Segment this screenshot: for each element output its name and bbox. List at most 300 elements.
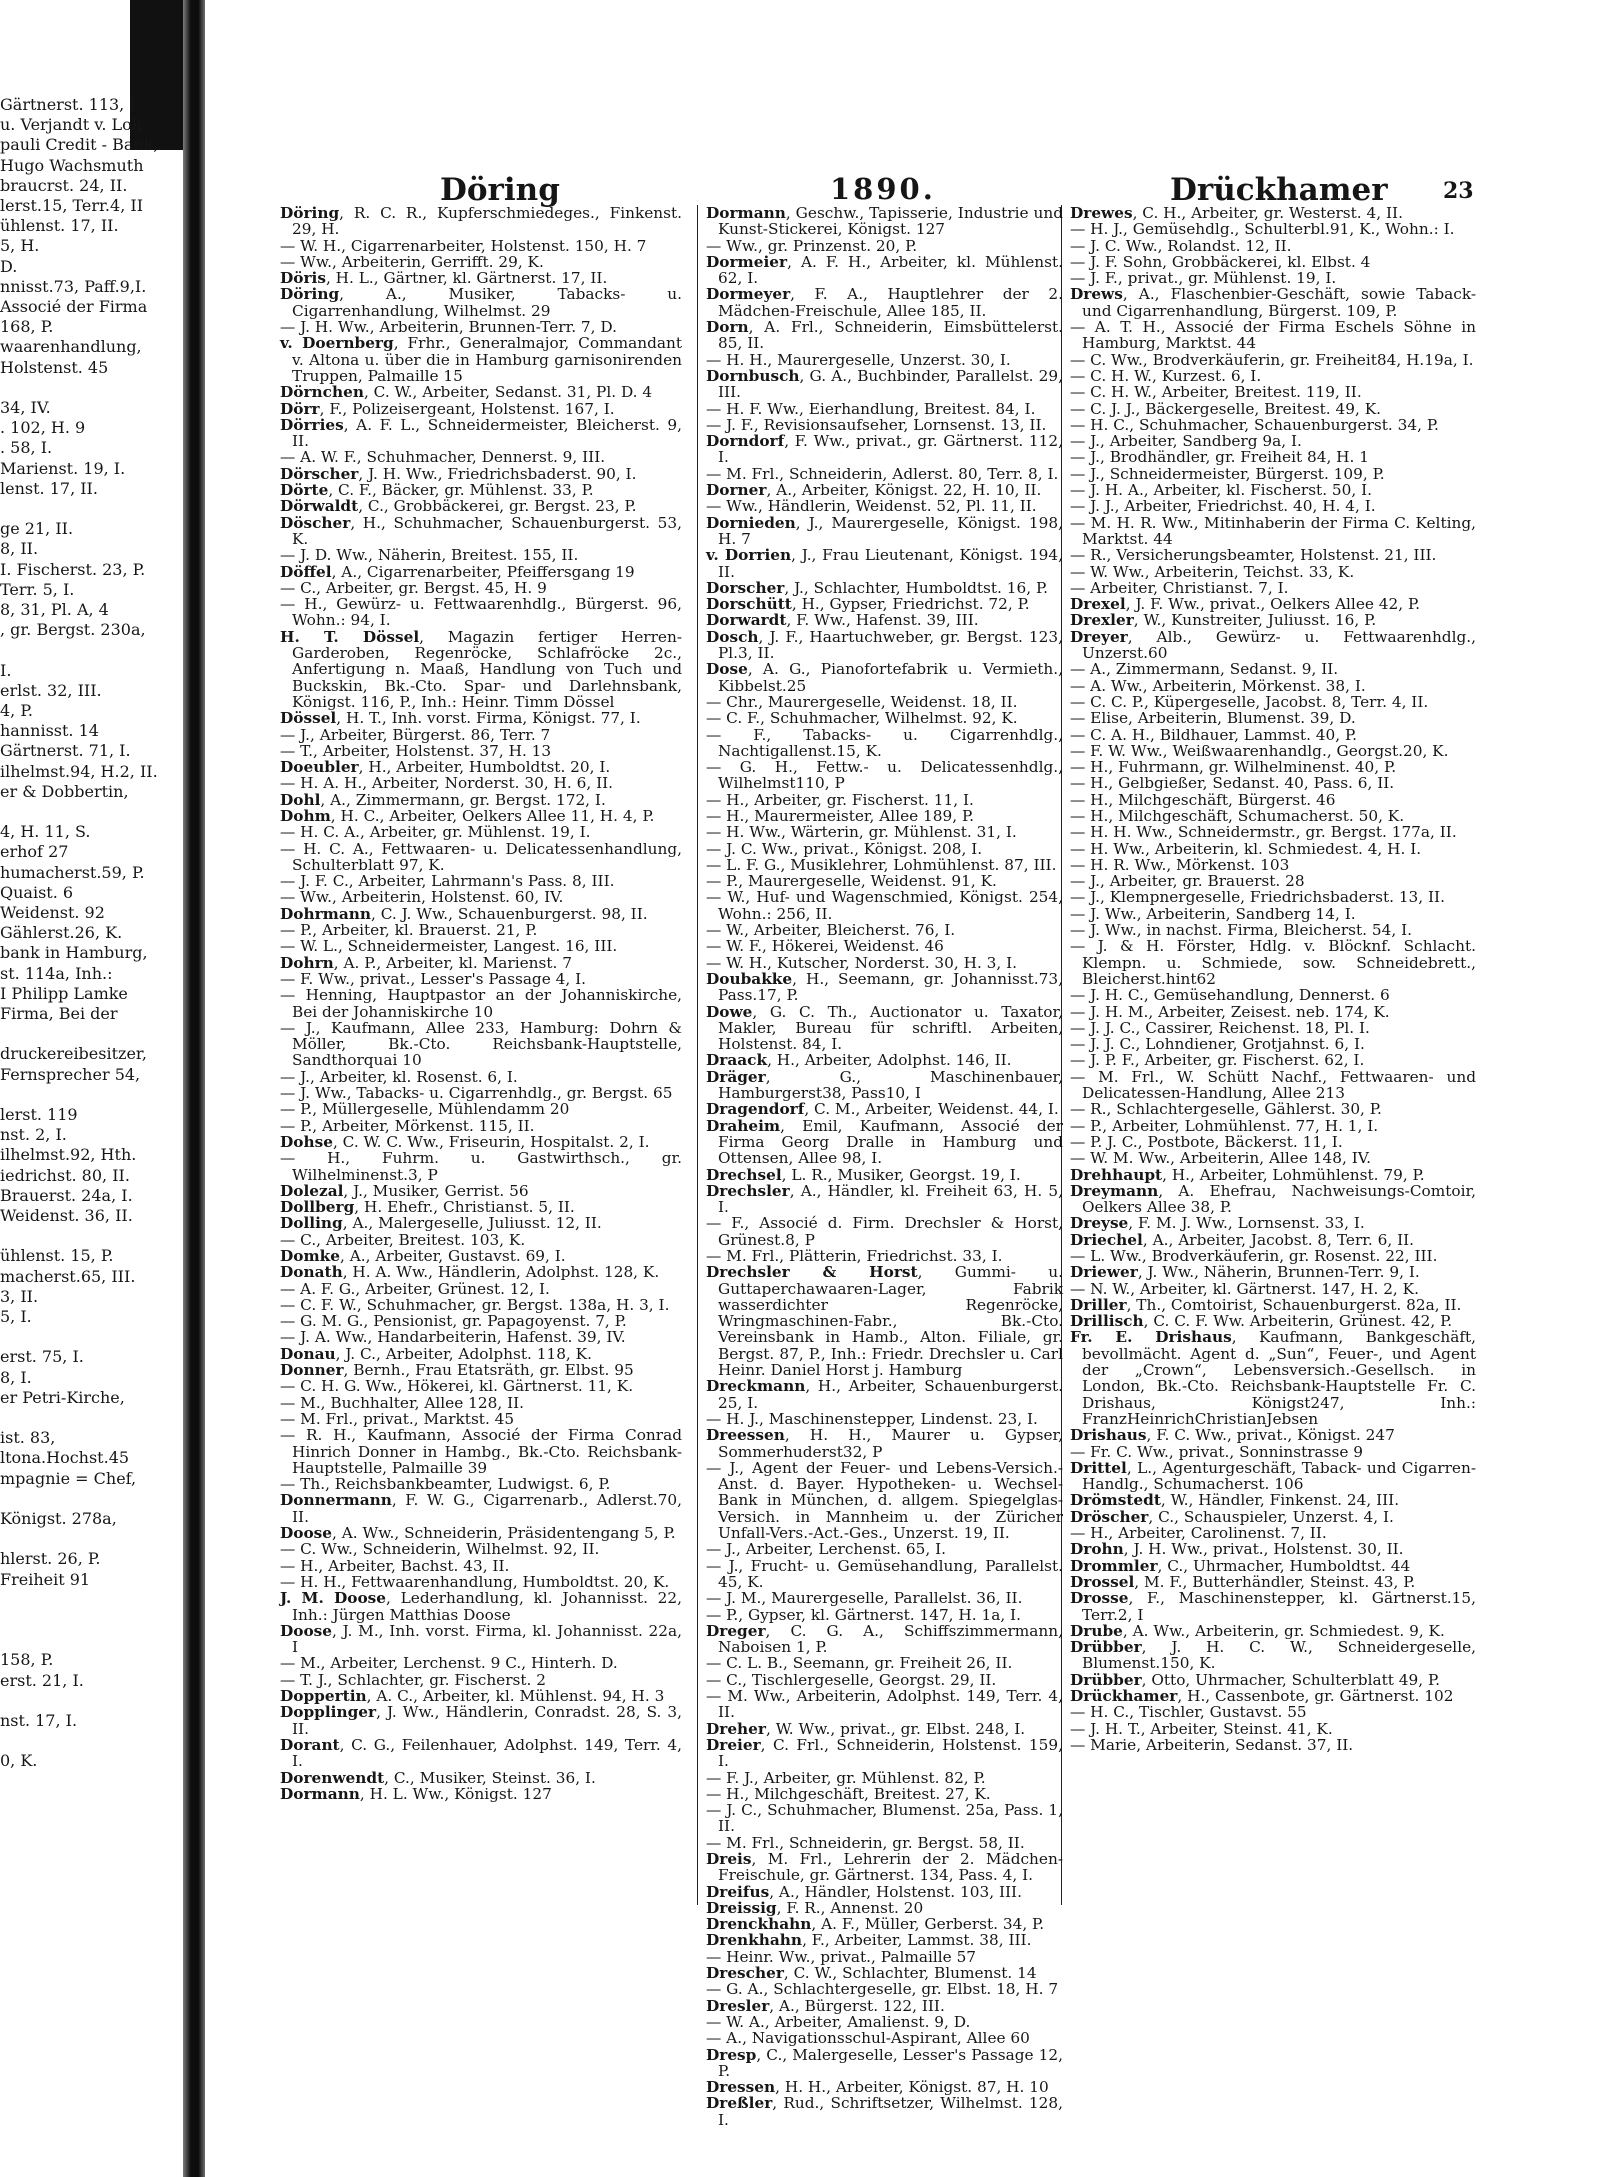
- directory-column-3: [1070, 205, 1476, 1753]
- directory-entry: Drenkhahn, F., Arbeiter, Lammst. 38, III.: [706, 1931, 1032, 1950]
- directory-entry: — H., Fuhrmann, gr. Wilhelminenst. 40, P.: [1070, 758, 1397, 777]
- directory-entry: — F. Ww., privat., Lesser's Passage 4, I.: [280, 969, 587, 988]
- directory-entry: — J. Ww., in nachst. Firma, Bleicherst. 54, I.: [1070, 921, 1412, 940]
- directory-entry: Dormann, Geschw., Tapisserie, Industrie und Kunst-Stickerei, Königst. 127: [706, 204, 1063, 239]
- directory-entry: — W. H., Kutscher, Norderst. 30, H. 3, I.: [706, 953, 1018, 972]
- directory-entry: Dormann, H. L. Ww., Königst. 127: [280, 1784, 552, 1803]
- previous-page-line: iedrichst. 80, II.: [0, 1165, 130, 1185]
- directory-entry: — H. J., Gemüsehdlg., Schulterbl.91, K., Wohn.: I.: [1070, 220, 1455, 239]
- previous-page-line: I.: [0, 660, 12, 680]
- directory-entry: — H. H., Maurergeselle, Unzerst. 30, I.: [706, 350, 1011, 369]
- previous-page-line: Freiheit 91: [0, 1569, 91, 1589]
- previous-page-line: Associé der Firma: [0, 297, 148, 316]
- directory-entry: Dorschütt, H., Gypser, Friedrichst. 72, P.: [706, 595, 1030, 614]
- previous-page-line: Weidenst. 36, II.: [0, 1206, 133, 1225]
- directory-entry: — C. A. H., Bildhauer, Lammst. 40, P.: [1070, 725, 1358, 744]
- directory-entry: Dreier, C. Frl., Schneiderin, Holstenst. 159, I.: [706, 1735, 1063, 1771]
- directory-entry: — W. M. Ww., Arbeiterin, Allee 148, IV.: [1070, 1149, 1371, 1168]
- directory-entry: — J., Schneidermeister, Bürgerst. 109, P.: [1070, 464, 1385, 483]
- directory-entry: Dohm, H. C., Arbeiter, Oelkers Allee 11, H. 4, P.: [280, 806, 655, 825]
- directory-entry: — P., Müllergeselle, Mühlendamm 20: [280, 1100, 570, 1119]
- directory-entry: — A. Ww., Arbeiterin, Mörkenst. 38, I.: [1070, 676, 1366, 695]
- directory-entry: Drexler, W., Kunstreiter, Juliusst. 16, P.: [1070, 611, 1377, 630]
- previous-page-line: 8, I.: [0, 1367, 32, 1387]
- directory-entry: — H., Fuhrm. u. Gastwirthsch., gr. Wilhelminenst.3, P: [280, 1149, 682, 1184]
- directory-entry: — J. J. C., Lohndiener, Grotjahnst. 6, I.: [1070, 1035, 1365, 1054]
- directory-entry: — C. H. G. Ww., Hökerei, kl. Gärtnerst. 11, K.: [280, 1377, 634, 1396]
- previous-page-line: Terr. 5, I.: [0, 579, 75, 599]
- directory-entry: — J. Ww., Arbeiterin, Sandberg 14, I.: [1070, 904, 1356, 923]
- directory-entry: — J., Agent der Feuer- und Lebens-Versich.-Anst. d. Bayer. Hypotheken- u. Wechsel-Bank in München, d. allgem. Spiegelglas-Versich. in Mannheim u. der Züricher Unfall-Vers.-Act.-Ges., Unzerst. 19, II.: [706, 1458, 1063, 1543]
- directory-entry: Drübber, Otto, Uhrmacher, Schulterblatt 49, P.: [1070, 1670, 1441, 1689]
- directory-entry: Dräger, G., Maschinenbauer, Hamburgerst38, Pass10, I: [706, 1067, 1063, 1103]
- previous-page-line: 5, I.: [0, 1307, 32, 1326]
- directory-entry: — J., Arbeiter, Lerchenst. 65, I.: [706, 1540, 947, 1559]
- directory-entry: — C. H. W., Kurzest. 6, I.: [1070, 366, 1262, 385]
- previous-page-line: I Philipp Lamke: [0, 983, 128, 1003]
- directory-entry: Dössel, H. T., Inh. vorst. Firma, Königst. 77, I.: [280, 709, 641, 728]
- directory-entry: — H. C. A., Fettwaaren- u. Delicatessenhandlung, Schulterblatt 97, K.: [280, 839, 682, 874]
- directory-entry: Döscher, H., Schuhmacher, Schauenburgerst. 53, K.: [280, 513, 682, 548]
- previous-page-line: erhof 27: [0, 842, 69, 862]
- directory-entry: — H. C., Schuhmacher, Schauenburgerst. 34, P.: [1070, 415, 1439, 434]
- directory-entry: — J. C. Ww., Rolandst. 12, II.: [1070, 236, 1292, 255]
- directory-entry: — J., Klempnergeselle, Friedrichsbaderst. 13, II.: [1070, 888, 1445, 907]
- directory-entry: Drishaus, F. C. Ww., privat., Königst. 247: [1070, 1426, 1395, 1445]
- previous-page-line: er Petri-Kirche,: [0, 1387, 125, 1407]
- previous-page-line: 0, K.: [0, 1751, 38, 1771]
- directory-entry: — R., Schlachtergeselle, Gählerst. 30, P.: [1070, 1100, 1382, 1119]
- directory-entry: — C., Arbeiter, gr. Bergst. 45, H. 9: [280, 578, 547, 597]
- directory-entry: — H. Ww., Arbeiterin, kl. Schmiedest. 4, H. I.: [1070, 839, 1422, 858]
- directory-entry: Doppertin, A. C., Arbeiter, kl. Mühlenst. 94, H. 3: [280, 1687, 665, 1706]
- directory-entry: — J., Arbeiter, Bürgerst. 86, Terr. 7: [280, 725, 551, 744]
- directory-entry: Dreßler, Rud., Schriftsetzer, Wilhelmst. 128, I.: [706, 2094, 1063, 2129]
- previous-page-line: 168, P.: [0, 317, 54, 337]
- previous-page-line: erst. 75, I.: [0, 1347, 84, 1367]
- directory-entry: Drillisch, C. C. F. Ww. Arbeiterin, Grünest. 42, P.: [1070, 1312, 1453, 1331]
- directory-entry: — J. C., Schuhmacher, Blumenst. 25a, Pass. 1, II.: [706, 1801, 1063, 1836]
- directory-entry: Dornieden, J., Maurergeselle, Königst. 198, H. 7: [706, 513, 1063, 548]
- previous-page-line: ge 21, II.: [0, 519, 74, 539]
- directory-entry: v. Dorrien, J., Frau Lieutenant, Königst. 194, II.: [706, 546, 1063, 581]
- directory-entry: — C. J. J., Bäckergeselle, Breitest. 49, K.: [1070, 399, 1382, 418]
- directory-entry: — C. H. W., Arbeiter, Breitest. 119, II.: [1070, 383, 1362, 402]
- directory-entry: — M. Frl., Plätterin, Friedrichst. 33, I.: [706, 1247, 1003, 1265]
- directory-entry: — Ww., Arbeiterin, Gerrifft. 29, K.: [280, 252, 544, 271]
- directory-entry: — J. H. T., Arbeiter, Steinst. 41, K.: [1070, 1719, 1333, 1738]
- previous-page-line: u. Verjandt v. Loh-: [0, 115, 148, 135]
- previous-page-line: Quaist. 6: [0, 882, 74, 902]
- directory-entry: Dorwardt, F. Ww., Hafenst. 39, III.: [706, 611, 979, 630]
- directory-entry: — J. A. Ww., Handarbeiterin, Hafenst. 39, IV.: [280, 1328, 626, 1347]
- directory-entry: Dreher, W. Ww., privat., gr. Elbst. 248, I.: [706, 1719, 1026, 1738]
- directory-entry: — F. J., Arbeiter, gr. Mühlenst. 82, P.: [706, 1768, 986, 1787]
- previous-page-line: nst. 2, I.: [0, 1125, 67, 1145]
- directory-entry: Dohse, C. W. C. Ww., Friseurin, Hospitalst. 2, I.: [280, 1132, 650, 1151]
- directory-entry: Dreifus, A., Händler, Holstenst. 103, III.: [706, 1882, 1022, 1901]
- directory-entry: — F. W. Ww., Weißwaarenhandlg., Georgst.20, K.: [1070, 741, 1449, 760]
- previous-page-line: Firma, Bei der: [0, 1004, 118, 1023]
- directory-entry: Doose, J. M., Inh. vorst. Firma, kl. Johannisst. 22a, I: [280, 1621, 682, 1657]
- directory-entry: Drenckhahn, A. F., Müller, Gerberst. 34, P.: [706, 1915, 1045, 1934]
- directory-entry: Doubakke, H., Seemann, gr. Johannisst.73, Pass.17, P.: [706, 969, 1063, 1005]
- directory-entry: — J. H. A., Arbeiter, kl. Fischerst. 50, I.: [1070, 481, 1373, 500]
- previous-page-line: ilhelmst.94, H.2, II.: [0, 761, 158, 781]
- directory-entry: — A. W. F., Schuhmacher, Dennerst. 9, III.: [280, 448, 606, 467]
- directory-entry: — H., Maurermeister, Allee 189, P.: [706, 806, 975, 825]
- directory-entry: — H. R. Ww., Mörkenst. 103: [1070, 855, 1290, 874]
- directory-entry: — J. F., Revisionsaufseher, Lornsenst. 13, II.: [706, 415, 1047, 434]
- directory-entry: Draack, H., Arbeiter, Adolphst. 146, II.: [706, 1051, 1012, 1070]
- directory-entry: H. T. Dössel, Magazin fertiger Herren-Garderoben, Regenröcke, Schlafröcke 2c., Anfertigung n. Maaß, Handlung von Tuch und Buckskin, Bk.-Cto. Spar- und Darlehnsbank, Königst. 116, P., Inh.: Heinr. Timm Dössel: [280, 627, 682, 711]
- previous-page-line: ltona.Hochst.45: [0, 1448, 130, 1468]
- directory-entry: — P., Arbeiter, kl. Brauerst. 21, P.: [280, 921, 538, 940]
- directory-entry: Döring, R. C. R., Kupferschmiedeges., Finkenst. 29, H.: [280, 204, 682, 239]
- directory-entry: — G. A., Schlachtergeselle, gr. Elbst. 18, H. 7: [706, 1980, 1059, 1999]
- previous-page-line: nst. 17, I.: [0, 1711, 78, 1730]
- directory-entry: — J. C. Ww., privat., Königst. 208, I.: [706, 839, 983, 858]
- directory-entry: — G. M. G., Pensionist, gr. Papagoyenst. 7, P.: [280, 1312, 627, 1331]
- directory-entry: — H. H., Fettwaarenhandlung, Humboldtst. 20, K.: [280, 1572, 670, 1591]
- previous-page-line: hlerst. 26, P.: [0, 1549, 101, 1569]
- directory-entry: — Ww., gr. Prinzenst. 20, P.: [706, 236, 918, 255]
- directory-entry: — H. A. H., Arbeiter, Norderst. 30, H. 6, II.: [280, 774, 614, 793]
- previous-page-line: . 58, I.: [0, 438, 53, 458]
- directory-entry: — J. D. Ww., Näherin, Breitest. 155, II.: [280, 546, 579, 565]
- directory-entry: — W., Arbeiter, Bleicherst. 76, I.: [706, 921, 956, 940]
- directory-entry: — H., Gewürz- u. Fettwaarenhdlg., Bürgerst. 96, Wohn.: 94, I.: [280, 595, 682, 630]
- directory-entry: Dolezal, J., Musiker, Gerrist. 56: [280, 1181, 529, 1200]
- directory-entry: — J. F., privat., gr. Mühlenst. 19, I.: [1070, 269, 1337, 288]
- directory-entry: Dreis, M. Frl., Lehrerin der 2. Mädchen-Freischule, gr. Gärtnerst. 134, Pass. 4, I.: [706, 1849, 1063, 1885]
- directory-entry: — C., Arbeiter, Breitest. 103, K.: [280, 1230, 526, 1249]
- directory-entry: Dörries, A. F. L., Schneidermeister, Bleicherst. 9, II.: [280, 415, 682, 451]
- directory-entry: — J. F. Sohn, Grobbäckerei, kl. Elbst. 4: [1070, 252, 1371, 271]
- directory-entry: Dorscher, J., Schlachter, Humboldtst. 16, P.: [706, 578, 1049, 597]
- directory-entry: Dörscher, J. H. Ww., Friedrichsbaderst. 90, I.: [280, 464, 637, 483]
- directory-entry: — Ww., Händlerin, Weidenst. 52, Pl. 11, II.: [706, 497, 1037, 516]
- directory-entry: — J., Brodhändler, gr. Freiheit 84, H. 1: [1070, 448, 1369, 467]
- previous-page-line: braucrst. 24, II.: [0, 175, 128, 195]
- directory-entry: — J. H. C., Gemüsehandlung, Dennerst. 6: [1070, 986, 1390, 1005]
- directory-entry: Dörr, F., Polizeisergeant, Holstenst. 167, I.: [280, 399, 615, 418]
- directory-entry: — M., Arbeiter, Lerchenst. 9 C., Hinterh. D.: [280, 1654, 618, 1673]
- directory-entry: — P. J. C., Postbote, Bäckerst. 11, I.: [1070, 1132, 1343, 1151]
- directory-entry: Drittel, L., Agenturgeschäft, Taback- und Cigarren-Handlg., Schumacherst. 106: [1070, 1458, 1476, 1494]
- directory-entry: — J. H. M., Arbeiter, Zeisest. neb. 174, K.: [1070, 1002, 1390, 1021]
- directory-entry: — L. Ww., Brodverkäuferin, gr. Rosenst. 22, III.: [1070, 1247, 1438, 1265]
- previous-page-line: pauli Credit - Bank,: [0, 135, 159, 155]
- directory-entry: — W. H., Cigarrenarbeiter, Holstenst. 150, H. 7: [280, 236, 647, 255]
- directory-entry: — J. J., Arbeiter, Friedrichst. 40, H. 4, I.: [1070, 497, 1376, 516]
- directory-entry: Dreger, C. G. A., Schiffszimmermann, Naboisen 1, P.: [706, 1621, 1063, 1657]
- directory-entry: Dreyer, Alb., Gewürz- u. Fettwaarenhdlg., Unzerst.60: [1070, 627, 1476, 663]
- previous-page-line: I. Fischerst. 23, P.: [0, 559, 146, 579]
- previous-page-line: Weidenst. 92: [0, 903, 105, 922]
- directory-entry: Doeubler, H., Arbeiter, Humboldtst. 20, I.: [280, 758, 611, 777]
- directory-entry: Draheim, Emil, Kaufmann, Associé der Firma Georg Dralle in Hamburg und Ottensen, Allee 98, I.: [706, 1116, 1063, 1168]
- directory-entry: — J., Frucht- u. Gemüsehandlung, Parallelst. 45, K.: [706, 1556, 1063, 1591]
- previous-page-line: 34, IV.: [0, 398, 51, 417]
- previous-page-line: ilhelmst.92, Hth.: [0, 1145, 137, 1165]
- directory-entry: Donau, J. C., Arbeiter, Adolphst. 118, K.: [280, 1344, 592, 1363]
- directory-entry: — C. F. W., Schuhmacher, gr. Bergst. 138a, H. 3, I.: [280, 1295, 670, 1314]
- previous-page-line: erlst. 32, III.: [0, 680, 102, 700]
- directory-entry: — Arbeiter, Christianst. 7, I.: [1070, 578, 1289, 597]
- previous-page-line: lerst. 119: [0, 1105, 78, 1124]
- directory-entry: — C. L. B., Seemann, gr. Freiheit 26, II.: [706, 1654, 1013, 1673]
- directory-entry: Drömstedt, W., Händler, Finkenst. 24, III.: [1070, 1491, 1400, 1510]
- directory-entry: J. M. Doose, Lederhandlung, kl. Johannisst. 22, Inh.: Jürgen Matthias Doose: [280, 1589, 682, 1624]
- previous-page-line: nnisst.73, Paff.9,I.: [0, 276, 147, 296]
- directory-entry: — C. Ww., Schneiderin, Wilhelmst. 92, II.: [280, 1540, 600, 1559]
- directory-entry: — H., Arbeiter, gr. Fischerst. 11, I.: [706, 790, 974, 809]
- directory-entry: Dresp, C., Malergeselle, Lesser's Passage 12, P.: [706, 2045, 1063, 2080]
- directory-entry: Dörnchen, C. W., Arbeiter, Sedanst. 31, Pl. D. 4: [280, 383, 653, 402]
- header-year: 1890.: [830, 172, 936, 206]
- directory-entry: Drosse, F., Maschinenstepper, kl. Gärtnerst.15, Terr.2, I: [1070, 1589, 1476, 1624]
- directory-entry: — F., Associé d. Firm. Drechsler & Horst, Grünest.8, P: [706, 1214, 1063, 1249]
- directory-entry: — C. Ww., Brodverkäuferin, gr. Freiheit84, H.19a, I.: [1070, 350, 1474, 369]
- directory-entry: Dresler, A., Bürgerst. 122, III.: [706, 1996, 945, 2015]
- directory-entry: Drewes, C. H., Arbeiter, gr. Westerst. 4, II.: [1070, 204, 1403, 222]
- directory-entry: — Chr., Maurergeselle, Weidenst. 18, II.: [706, 692, 1018, 711]
- directory-entry: — H., Milchgeschäft, Breitest. 27, K.: [706, 1784, 991, 1803]
- directory-entry: — J., Arbeiter, Sandberg 9a, I.: [1070, 432, 1302, 451]
- directory-entry: — A., Zimmermann, Sedanst. 9, II.: [1070, 660, 1339, 679]
- directory-entry: — J., Arbeiter, kl. Rosenst. 6, I.: [280, 1067, 518, 1086]
- directory-entry: Drexel, J. F. Ww., privat., Oelkers Allee 42, P.: [1070, 595, 1421, 614]
- page-number: 23: [1443, 178, 1474, 204]
- directory-entry: Döring, A., Musiker, Tabacks- u. Cigarrenhandlung, Wilhelmst. 29: [280, 285, 682, 320]
- previous-page-line: Marienst. 19, I.: [0, 458, 126, 478]
- previous-page-line: macherst.65, III.: [0, 1266, 136, 1286]
- directory-entry: — M. Ww., Arbeiterin, Adolphst. 149, Terr. 4, II.: [706, 1687, 1063, 1722]
- previous-page-line: humacherst.59, P.: [0, 862, 145, 882]
- directory-entry: Dopplinger, J. Ww., Händlerin, Conradst. 28, S. 3, II.: [280, 1703, 682, 1738]
- directory-entry: Döffel, A., Cigarrenarbeiter, Pfeiffersgang 19: [280, 562, 635, 581]
- directory-entry: Drube, A. Ww., Arbeiterin, gr. Schmiedest. 9, K.: [1070, 1621, 1445, 1640]
- directory-entry: Drübber, J. H. C. W., Schneidergeselle, Blumenst.150, K.: [1070, 1638, 1476, 1673]
- previous-page-line: Gärtnerst. 113, I.: [0, 95, 141, 114]
- directory-entry: — H. C., Tischler, Gustavst. 55: [1070, 1703, 1307, 1722]
- directory-entry: Dohl, A., Zimmermann, gr. Bergst. 172, I.: [280, 790, 606, 809]
- directory-entry: — M., Buchhalter, Allee 128, II.: [280, 1393, 525, 1412]
- directory-entry: Driller, Th., Comtoirist, Schauenburgerst. 82a, II.: [1070, 1295, 1462, 1314]
- directory-entry: Drechsler, A., Händler, kl. Freiheit 63, H. 5, I.: [706, 1181, 1063, 1217]
- directory-entry: Fr. E. Drishaus, Kaufmann, Bankgeschäft, bevollmächt. Agent d. „Sun“, Feuer-, und Agent der „Crown“, Lebensversich.-Gesellsch. in London, Bk.-Cto. Reichsbank-Hauptstelle Fr. C. Drishaus, Königst247, Inh.: FranzHeinrichChristianJebsen: [1070, 1328, 1476, 1428]
- directory-entry: — G. H., Fettw.- u. Delicatessenhdlg., Wilhelmst110, P: [706, 758, 1063, 793]
- directory-entry: Doose, A. Ww., Schneiderin, Präsidentengang 5, P.: [280, 1524, 676, 1543]
- directory-entry: Dreyse, F. M. J. Ww., Lornsenst. 33, I.: [1070, 1214, 1365, 1233]
- directory-entry: Drossel, M. F., Butterhändler, Steinst. 43, P.: [1070, 1572, 1416, 1591]
- previous-page-line: ist. 83,: [0, 1428, 56, 1448]
- directory-entry: — C. C. P., Küpergeselle, Jacobst. 8, Terr. 4, II.: [1070, 692, 1429, 711]
- directory-entry: — Henning, Hauptpastor an der Johanniskirche, Bei der Johanniskirche 10: [280, 986, 682, 1021]
- previous-page-fragment: [0, 95, 178, 1895]
- directory-entry: — M. Frl., Schneiderin, Adlerst. 80, Terr. 8, I.: [706, 464, 1059, 483]
- directory-entry: — Heinr. Ww., privat., Palmaille 57: [706, 1947, 977, 1966]
- previous-page-line: Brauerst. 24a, I.: [0, 1185, 133, 1205]
- directory-entry: — W. F., Hökerei, Weidenst. 46: [706, 937, 944, 956]
- previous-page-line: 3, II.: [0, 1286, 39, 1306]
- previous-page-line: ühlenst. 15, P.: [0, 1246, 114, 1266]
- directory-entry: Drückhamer, H., Cassenbote, gr. Gärtnerst. 102: [1070, 1687, 1454, 1706]
- previous-page-line: 4, P.: [0, 701, 33, 720]
- previous-page-line: mpagnie = Chef,: [0, 1468, 137, 1488]
- directory-entry: Dosch, J. F., Haartuchweber, gr. Bergst. 123, Pl.3, II.: [706, 627, 1063, 663]
- directory-entry: Donnermann, F. W. G., Cigarrenarb., Adlerst.70, II.: [280, 1491, 682, 1526]
- previous-page-line: 158, P.: [0, 1650, 54, 1670]
- previous-page-line: Fernsprecher 54,: [0, 1064, 141, 1084]
- directory-entry: Donath, H. A. Ww., Händlerin, Adolphst. 128, K.: [280, 1263, 660, 1282]
- directory-entry: Dohrmann, C. J. Ww., Schauenburgerst. 98, II.: [280, 904, 648, 923]
- directory-entry: Driewer, J. Ww., Näherin, Brunnen-Terr. 9, I.: [1070, 1263, 1420, 1282]
- directory-entry: — A. T. H., Associé der Firma Eschels Söhne in Hamburg, Marktst. 44: [1070, 318, 1476, 353]
- directory-entry: — Fr. C. Ww., privat., Sonninstrasse 9: [1070, 1442, 1364, 1461]
- header-first-entry: Döring: [440, 172, 560, 208]
- directory-entry: Dressen, H. H., Arbeiter, Königst. 87, H. 10: [706, 2078, 1049, 2097]
- directory-entry: — P., Gypser, kl. Gärtnerst. 147, H. 1a, I.: [706, 1605, 1021, 1624]
- directory-entry: — Elise, Arbeiterin, Blumenst. 39, D.: [1070, 709, 1356, 728]
- directory-entry: Dowe, G. C. Th., Auctionator u. Taxator, Makler, Bureau für schriftl. Arbeiten, Holstenst. 84, I.: [706, 1002, 1063, 1054]
- directory-entry: Drechsel, L. R., Musiker, Georgst. 19, I.: [706, 1165, 1021, 1184]
- directory-entry: — R. H., Kaufmann, Associé der Firma Conrad Hinrich Donner in Hambg., Bk.-Cto. Reichsbank-Hauptstelle, Palmaille 39: [280, 1426, 682, 1477]
- directory-entry: — H. F. Ww., Eierhandlung, Breitest. 84, I.: [706, 399, 1036, 418]
- directory-entry: — A. F. G., Arbeiter, Grünest. 12, I.: [280, 1279, 550, 1298]
- previous-page-line: lerst.15, Terr.4, II: [0, 196, 144, 215]
- previous-page-line: Hugo Wachsmuth: [0, 155, 144, 175]
- directory-entry: — W. A., Arbeiter, Amalienst. 9, D.: [706, 2012, 971, 2031]
- book-gutter: [183, 0, 205, 2177]
- previous-page-line: Gählerst.26, K.: [0, 923, 123, 943]
- previous-page-line: erst. 21, I.: [0, 1670, 84, 1690]
- directory-entry: — J. F. C., Arbeiter, Lahrmann's Pass. 8, III.: [280, 872, 615, 891]
- directory-entry: — W. L., Schneidermeister, Langest. 16, III.: [280, 937, 618, 956]
- directory-entry: Drescher, C. W., Schlachter, Blumenst. 14: [706, 1964, 1037, 1983]
- directory-entry: — A., Navigationsschul-Aspirant, Allee 60: [706, 2029, 1030, 2048]
- directory-entry: Dorenwendt, C., Musiker, Steinst. 36, I.: [280, 1768, 596, 1787]
- directory-entry: Dornbusch, G. A., Buchbinder, Parallelst. 29, III.: [706, 366, 1063, 402]
- previous-page-line: 8, II.: [0, 539, 39, 559]
- directory-entry: — H., Milchgeschäft, Schumacherst. 50, K.: [1070, 806, 1405, 825]
- directory-entry: — P., Arbeiter, Lohmühlenst. 77, H. 1, I.: [1070, 1116, 1379, 1135]
- previous-page-line: Gärtnerst. 71, I.: [0, 741, 131, 761]
- directory-entry: Dolling, A., Malergeselle, Juliusst. 12, II.: [280, 1214, 602, 1233]
- directory-entry: — H. J., Maschinenstepper, Lindenst. 23, I.: [706, 1409, 1038, 1428]
- directory-entry: — J. H. Ww., Arbeiterin, Brunnen-Terr. 7, D.: [280, 318, 617, 337]
- directory-entry: — H. Ww., Wärterin, gr. Mühlenst. 31, I.: [706, 823, 1017, 842]
- previous-page-line: . 102, H. 9: [0, 418, 86, 438]
- directory-entry: Drechsler & Horst, Gummi- u. Guttaperchawaaren-Lager, Fabrik wasserdichter Regenröcke, Wringmaschinen-Fabr., Bk.-Cto. Vereinsbank in Hamb., Alton. Filiale, gr. Bergst. 87, P., Inh.: Friedr. Drechsler u. Carl Heinr. Daniel Horst j. Hamburg: [706, 1263, 1063, 1380]
- directory-entry: — H., Arbeiter, Carolinenst. 7, II.: [1070, 1524, 1327, 1543]
- directory-entry: Dorn, A. Frl., Schneiderin, Eimsbüttelerst. 85, II.: [706, 318, 1063, 353]
- directory-entry: — C., Tischlergeselle, Georgst. 29, II.: [706, 1670, 997, 1689]
- previous-page-line: , gr. Bergst. 230a,: [0, 620, 146, 640]
- directory-entry: Drohn, J. H. Ww., privat., Holstenst. 30, II.: [1070, 1540, 1404, 1559]
- previous-page-line: 8, 31, Pl. A, 4: [0, 600, 109, 619]
- previous-page-line: Holstenst. 45: [0, 357, 109, 377]
- header-last-entry: Drückhamer: [1170, 172, 1388, 208]
- previous-page-line: st. 114a, Inh.:: [0, 963, 113, 983]
- directory-entry: — J. M., Maurergeselle, Parallelst. 36, II.: [706, 1589, 1023, 1608]
- directory-entry: — Marie, Arbeiterin, Sedanst. 37, II.: [1070, 1735, 1354, 1754]
- directory-entry: — M. Frl., W. Schütt Nachf., Fettwaaren- und Delicatessen-Handlung, Allee 213: [1070, 1067, 1476, 1103]
- directory-entry: Dormeyer, F. A., Hauptlehrer der 2. Mädchen-Freischule, Allee 185, II.: [706, 285, 1063, 320]
- directory-entry: — L. F. G., Musiklehrer, Lohmühlenst. 87, III.: [706, 855, 1057, 874]
- directory-entry: Donner, Bernh., Frau Etatsräth, gr. Elbst. 95: [280, 1361, 634, 1380]
- previous-page-line: bank in Hamburg,: [0, 943, 148, 963]
- directory-entry: — T., Arbeiter, Holstenst. 37, H. 13: [280, 741, 552, 760]
- directory-entry: — M. Frl., privat., Marktst. 45: [280, 1409, 515, 1428]
- directory-entry: — N. W., Arbeiter, kl. Gärtnerst. 147, H. 2, K.: [1070, 1279, 1419, 1298]
- directory-entry: Dorndorf, F. Ww., privat., gr. Gärtnerst. 112, I.: [706, 432, 1063, 467]
- directory-entry: Dröscher, C., Schauspieler, Unzerst. 4, I.: [1070, 1507, 1394, 1526]
- previous-page-line: lenst. 17, II.: [0, 478, 98, 498]
- directory-entry: — R., Versicherungsbeamter, Holstenst. 21, III.: [1070, 546, 1437, 565]
- previous-page-line: hannisst. 14: [0, 721, 99, 741]
- directory-entry: Domke, A., Arbeiter, Gustavst. 69, I.: [280, 1247, 566, 1265]
- directory-column-2: [706, 205, 1063, 2128]
- previous-page-line: 4, H. 11, S.: [0, 822, 91, 842]
- directory-entry: — J. Ww., Tabacks- u. Cigarrenhdlg., gr. Bergst. 65: [280, 1084, 673, 1103]
- previous-page-line: druckereibesitzer,: [0, 1044, 147, 1064]
- directory-entry: Dorant, C. G., Feilenhauer, Adolphst. 149, Terr. 4, I.: [280, 1735, 682, 1771]
- directory-entry: Döris, H. L., Gärtner, kl. Gärtnerst. 17, II.: [280, 269, 608, 288]
- directory-entry: Driechel, A., Arbeiter, Jacobst. 8, Terr. 6, II.: [1070, 1230, 1415, 1249]
- directory-entry: Dragendorf, C. M., Arbeiter, Weidenst. 44, I.: [706, 1100, 1059, 1119]
- directory-entry: Dohrn, A. P., Arbeiter, kl. Marienst. 7: [280, 953, 572, 972]
- directory-entry: — P., Maurergeselle, Weidenst. 91, K.: [706, 872, 997, 891]
- directory-entry: — W. Ww., Arbeiterin, Teichst. 33, K.: [1070, 562, 1355, 581]
- directory-entry: — J. J. C., Cassirer, Reichenst. 18, Pl. I.: [1070, 1018, 1370, 1037]
- previous-page-line: er & Dobbertin,: [0, 781, 129, 801]
- previous-page-line: Königst. 278a,: [0, 1509, 117, 1528]
- directory-entry: Drommler, C., Uhrmacher, Humboldtst. 44: [1070, 1556, 1411, 1575]
- directory-entry: v. Doernberg, Frhr., Generalmajor, Commandant v. Altona u. über die in Hamburg garnisonirenden Truppen, Palmaille 15: [280, 334, 682, 385]
- directory-entry: — Ww., Arbeiterin, Holstenst. 60, IV.: [280, 888, 564, 907]
- directory-entry: — T. J., Schlachter, gr. Fischerst. 2: [280, 1670, 546, 1689]
- directory-entry: — H., Gelbgießer, Sedanst. 40, Pass. 6, II.: [1070, 774, 1395, 793]
- previous-page-line: ühlenst. 17, II.: [0, 216, 119, 236]
- directory-entry: — P., Arbeiter, Mörkenst. 115, II.: [280, 1116, 535, 1135]
- previous-page-line: D.: [0, 256, 18, 276]
- directory-entry: Drews, A., Flaschenbier-Geschäft, sowie Taback- und Cigarrenhandlung, Bürgerst. 109, P.: [1070, 285, 1476, 320]
- column-divider: [697, 205, 698, 1905]
- directory-entry: Dormeier, A. F. H., Arbeiter, kl. Mühlenst. 62, I.: [706, 252, 1063, 288]
- directory-entry: Drehhaupt, H., Arbeiter, Lohmühlenst. 79, P.: [1070, 1165, 1425, 1184]
- directory-entry: — J. & H. Förster, Hdlg. v. Blöcknf. Schlacht. Klempn. u. Schmiede, sow. Schneidebrett., Bleicherst.hint62: [1070, 937, 1476, 988]
- directory-entry: — H. H. Ww., Schneidermstr., gr. Bergst. 177a, II.: [1070, 823, 1457, 842]
- directory-column-1: [280, 205, 682, 1802]
- directory-entry: Dörwaldt, C., Grobbäckerei, gr. Bergst. 23, P.: [280, 497, 637, 516]
- directory-entry: — J., Kaufmann, Allee 233, Hamburg: Dohrn & Möller, Bk.-Cto. Reichsbank-Hauptstelle, Sandthorquai 10: [280, 1018, 682, 1070]
- directory-entry: — W., Huf- und Wagenschmied, Königst. 254, Wohn.: 256, II.: [706, 888, 1063, 923]
- directory-entry: — H., Arbeiter, Bachst. 43, II.: [280, 1556, 510, 1575]
- directory-entry: — H. C. A., Arbeiter, gr. Mühlenst. 19, I.: [280, 823, 591, 842]
- directory-entry: — M. H. R. Ww., Mitinhaberin der Firma C. Kelting, Marktst. 44: [1070, 513, 1476, 548]
- directory-entry: Dreymann, A. Ehefrau, Nachweisungs-Comtoir, Oelkers Allee 38, P.: [1070, 1181, 1476, 1217]
- directory-entry: — Th., Reichsbankbeamter, Ludwigst. 6, P.: [280, 1475, 611, 1494]
- directory-entry: — M. Frl., Schneiderin, gr. Bergst. 58, II.: [706, 1833, 1025, 1852]
- directory-entry: Dörte, C. F., Bäcker, gr. Mühlenst. 33, P.: [280, 481, 594, 500]
- directory-entry: Dreessen, H. H., Maurer u. Gypser, Sommerhuderst32, P: [706, 1426, 1063, 1461]
- directory-entry: Dreckmann, H., Arbeiter, Schauenburgerst. 25, I.: [706, 1377, 1063, 1412]
- directory-entry: — J. P. F., Arbeiter, gr. Fischerst. 62, I.: [1070, 1051, 1365, 1070]
- directory-entry: — C. F., Schuhmacher, Wilhelmst. 92, K.: [706, 709, 1018, 728]
- directory-entry: — H., Milchgeschäft, Bürgerst. 46: [1070, 790, 1336, 809]
